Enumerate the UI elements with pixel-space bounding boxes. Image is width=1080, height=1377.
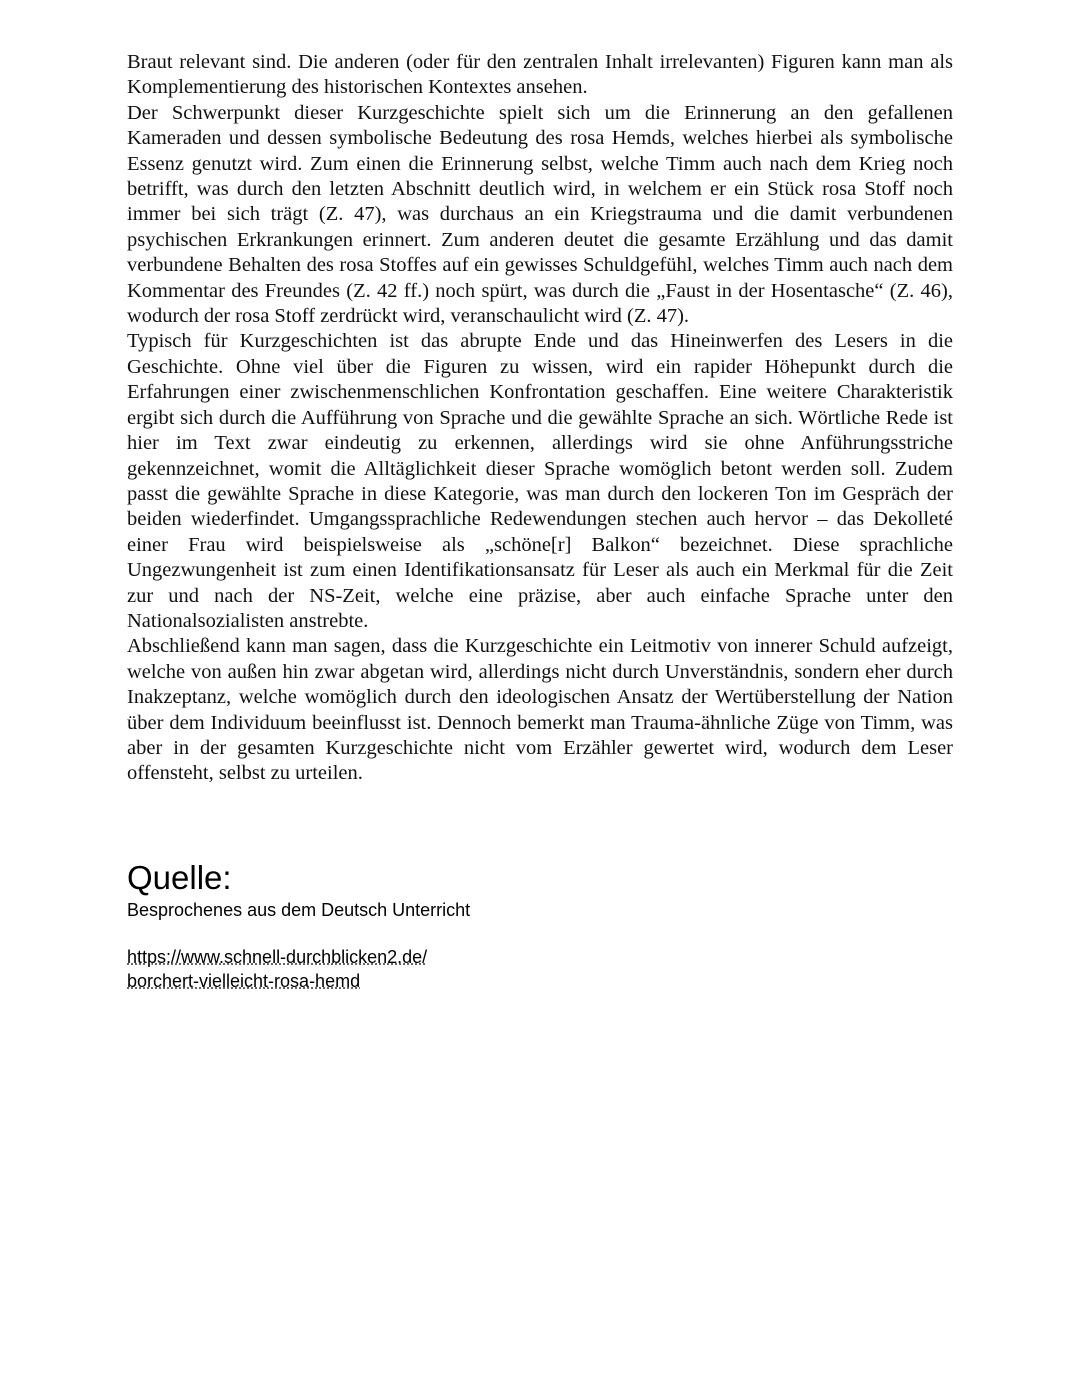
source-section [127,858,953,993]
paragraph-characteristics: Typisch für Kurzgeschichten ist das abrupte Ende und das Hineinwerfen des Lesers in die Geschichte. Ohne viel über die Figuren zu wissen, wird ein rapider Höhepunkt durch die Erfahrungen einer zwischenmenschlichen Konfrontation geschaffen. Eine weitere Charakteristik ergibt sich durch die Aufführung von Sprache und die gewählte Sprache an sich. Wörtliche Rede ist hier im Text zwar eindeutig zu erkennen, allerdings wird sie ohne Anführungsstriche gekennzeichnet, womit die Alltäglichkeit dieser Sprache womöglich betont werden soll. Zudem passt die gewählte Sprache in diese Kategorie, was man durch den lockeren Ton im Gespräch der beiden wiederfindet. Umgangssprachliche Redewendungen stechen auch hervor – das Dekolleté einer Frau wird beispielsweise als „schöne[r] Balkon“ bezeichnet. Diese sprachliche Ungezwungenheit ist zum einen Identifikationsansatz für Leser als auch ein Merkmal für die Zeit zur und nach der NS-Zeit, welche eine präzise, aber auch einfache Sprache unter den Nationalsozialisten anstrebte. [127,330,953,632]
source-link-line-2[interactable]: borchert-vielleicht-rosa-hemd [127,971,361,991]
source-heading: Quelle: [127,859,232,896]
source-description: Besprochenes aus dem Deutsch Unterricht [127,900,471,920]
paragraph-intro-continuation: Braut relevant sind. Die anderen (oder für den zentralen Inhalt irrelevanten) Figuren kann man als Komplementierung des historischen Kontextes ansehen. [127,51,953,99]
source-link[interactable] [127,945,953,993]
paragraph-conclusion: Abschließend kann man sagen, dass die Kurzgeschichte ein Leitmotiv von innerer Schuld aufzeigt, welche von außen hin zwar abgetan wird, allerdings nicht durch Unverständnis, sondern eher durch Inakzeptanz, welche womöglich durch den ideologischen Ansatz der Wertüberstellung der Nation über dem Individuum beeinflusst ist. Dennoch bemerkt man Trauma-ähnliche Züge von Timm, was aber in der gesamten Kurzgeschichte nicht vom Erzähler gewertet wird, wodurch dem Leser offensteht, selbst zu urteilen. [127,635,953,785]
spacer [127,922,953,945]
document-body [127,50,953,787]
paragraph-focus: Der Schwerpunkt dieser Kurzgeschichte spielt sich um die Erinnerung an den gefallenen Kameraden und dessen symbolische Bedeutung des rosa Hemds, welches hierbei als symbolische Essenz genutzt wird. Zum einen die Erinnerung selbst, welche Timm auch nach dem Krieg noch betrifft, was durch den letzten Abschnitt deutlich wird, in welchem er ein Stück rosa Stoff noch immer bei sich trägt (Z. 47), was durchaus an ein Kriegstrauma und die damit verbundenen psychischen Erkrankungen erinnert. Zum anderen deutet die gesamte Erzählung und das damit verbundene Behalten des rosa Stoffes auf ein gewisses Schuldgefühl, welches Timm auch nach dem Kommentar des Freundes (Z. 42 ff.) noch spürt, was durch die „Faust in der Hosentasche“ (Z. 46), wodurch der rosa Stoff zerdrückt wird, veranschaulicht wird (Z. 47). [127,101,953,328]
source-link-line-1[interactable]: https://www.schnell-durchblicken2.de/ [127,947,428,967]
